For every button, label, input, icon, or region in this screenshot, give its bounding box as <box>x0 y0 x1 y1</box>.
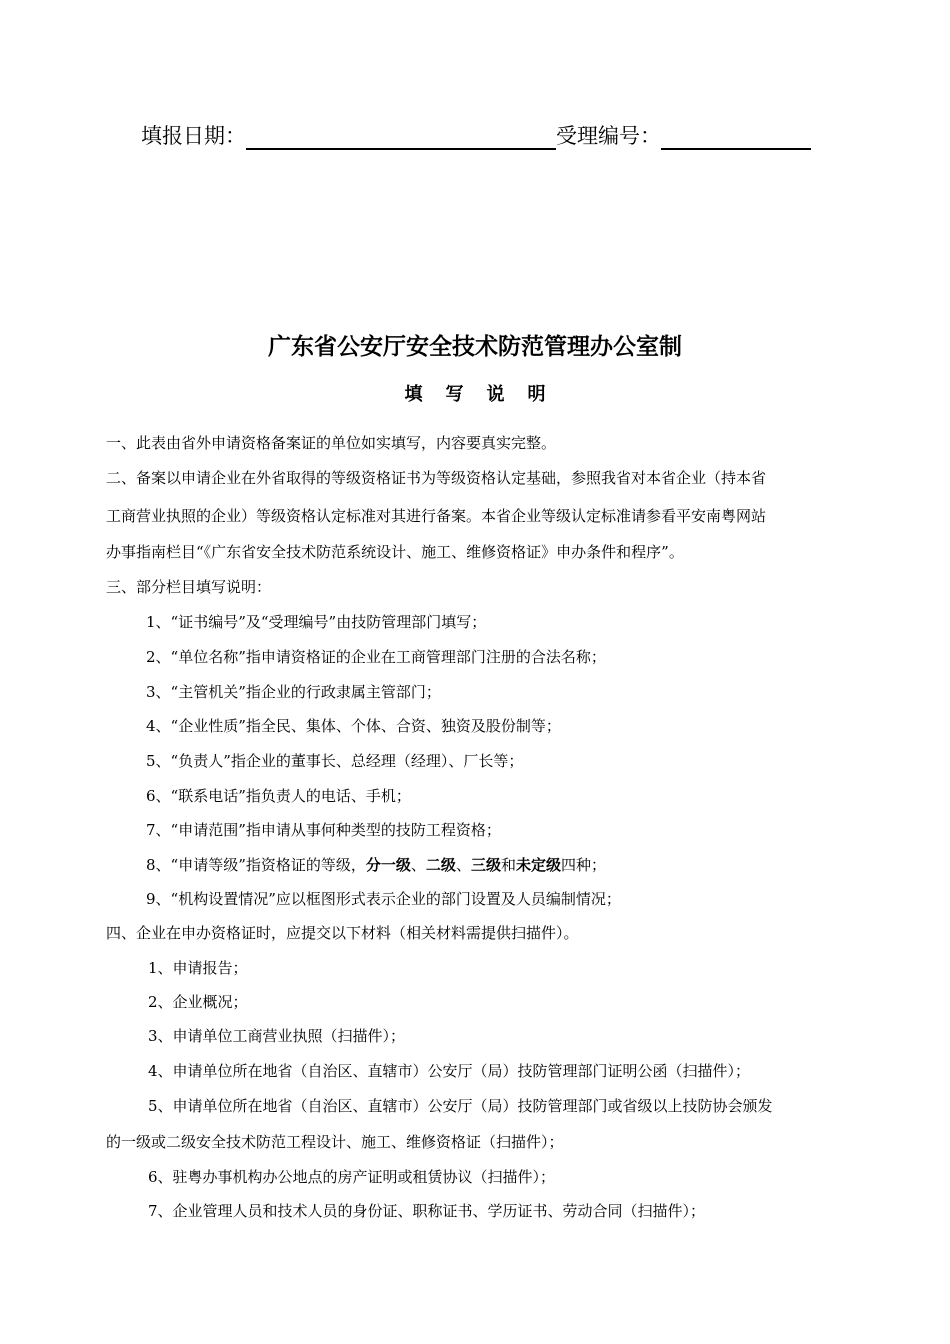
level-option-unrated: 未定级 <box>515 856 561 874</box>
accept-number-blank <box>661 122 811 150</box>
material-item: 7、企业管理人员和技术人员的身份证、职称证书、学历证书、劳动合同（扫描件）； <box>148 1202 706 1220</box>
field-note-item: 1、“证书编号”及“受理编号”由技防管理部门填写； <box>146 613 487 631</box>
field-note-item: 3、“主管机关”指企业的行政隶属主管部门； <box>146 683 441 701</box>
fill-date-label: 填报日期： <box>141 124 246 148</box>
level-note-suffix: 四种； <box>561 856 607 874</box>
issuing-office-title: 广东省公安厅安全技术防范管理办公室制 <box>268 334 682 360</box>
material-item: 1、申请报告； <box>148 959 248 977</box>
instruction-paragraph-4: 四、企业在申办资格证时，应提交以下材料（相关材料需提供扫描件）。 <box>106 924 579 942</box>
field-note-item: 4、“企业性质”指全民、集体、个体、合资、独资及股份制等； <box>146 717 561 735</box>
level-separator: 、 <box>455 856 471 874</box>
material-item: 3、申请单位工商营业执照（扫描件）； <box>148 1027 406 1045</box>
material-item-continuation: 的一级或二级安全技术防范工程设计、施工、维修资格证（扫描件）； <box>106 1133 564 1151</box>
field-note-item: 7、“申请范围”指申请从事何种类型的技防工程资格； <box>146 821 501 839</box>
accept-number-label: 受理编号： <box>556 124 661 148</box>
material-item: 4、申请单位所在地省（自治区、直辖市）公安厅（局）技防管理部门证明公函（扫描件）； <box>148 1062 751 1080</box>
field-note-item: 5、“负责人”指企业的董事长、总经理（经理）、厂长等； <box>146 752 524 770</box>
field-note-level <box>146 855 606 875</box>
instruction-paragraph-2-line-3: 办事指南栏目“《广东省安全技术防范系统设计、施工、维修资格证》申办条件和程序”。 <box>106 543 684 561</box>
field-note-item: 2、“单位名称”指申请资格证的企业在工商管理部门注册的合法名称； <box>146 648 606 666</box>
instruction-paragraph-3: 三、部分栏目填写说明： <box>106 578 272 596</box>
instruction-paragraph-2-line-2: 工商营业执照的企业）等级资格认定标准对其进行备案。本省企业等级认定标准请参看平安南粤网站 <box>106 507 767 525</box>
level-conjunction: 和 <box>500 856 516 874</box>
level-option-1: 分一级 <box>365 856 411 874</box>
material-item: 5、申请单位所在地省（自治区、直辖市）公安厅（局）技防管理部门或省级以上技防协会颁发 <box>148 1097 773 1115</box>
instruction-paragraph-2-line-1: 二、备案以申请企业在外省取得的等级资格证书为等级资格认定基础，参照我省对本省企业（持本省 <box>106 469 767 487</box>
fill-date-blank <box>246 122 556 150</box>
field-note-item: 9、“机构设置情况”应以框图形式表示企业的部门设置及人员编制情况； <box>146 890 621 908</box>
instructions-heading: 填写说明 <box>404 384 569 405</box>
field-note-item: 6、“联系电话”指负责人的电话、手机； <box>146 787 411 805</box>
level-option-3: 三级 <box>470 856 501 874</box>
material-item: 2、企业概况； <box>148 993 248 1011</box>
level-separator: 、 <box>410 856 426 874</box>
level-option-2: 二级 <box>425 856 456 874</box>
level-note-prefix: 8、“申请等级”指资格证的等级， <box>146 856 366 874</box>
material-item: 6、驻粤办事机构办公地点的房产证明或租赁协议（扫描件）； <box>148 1168 556 1186</box>
header-fill-line <box>141 118 811 154</box>
instruction-paragraph-1: 一、此表由省外申请资格备案证的单位如实填写，内容要真实完整。 <box>106 434 557 452</box>
